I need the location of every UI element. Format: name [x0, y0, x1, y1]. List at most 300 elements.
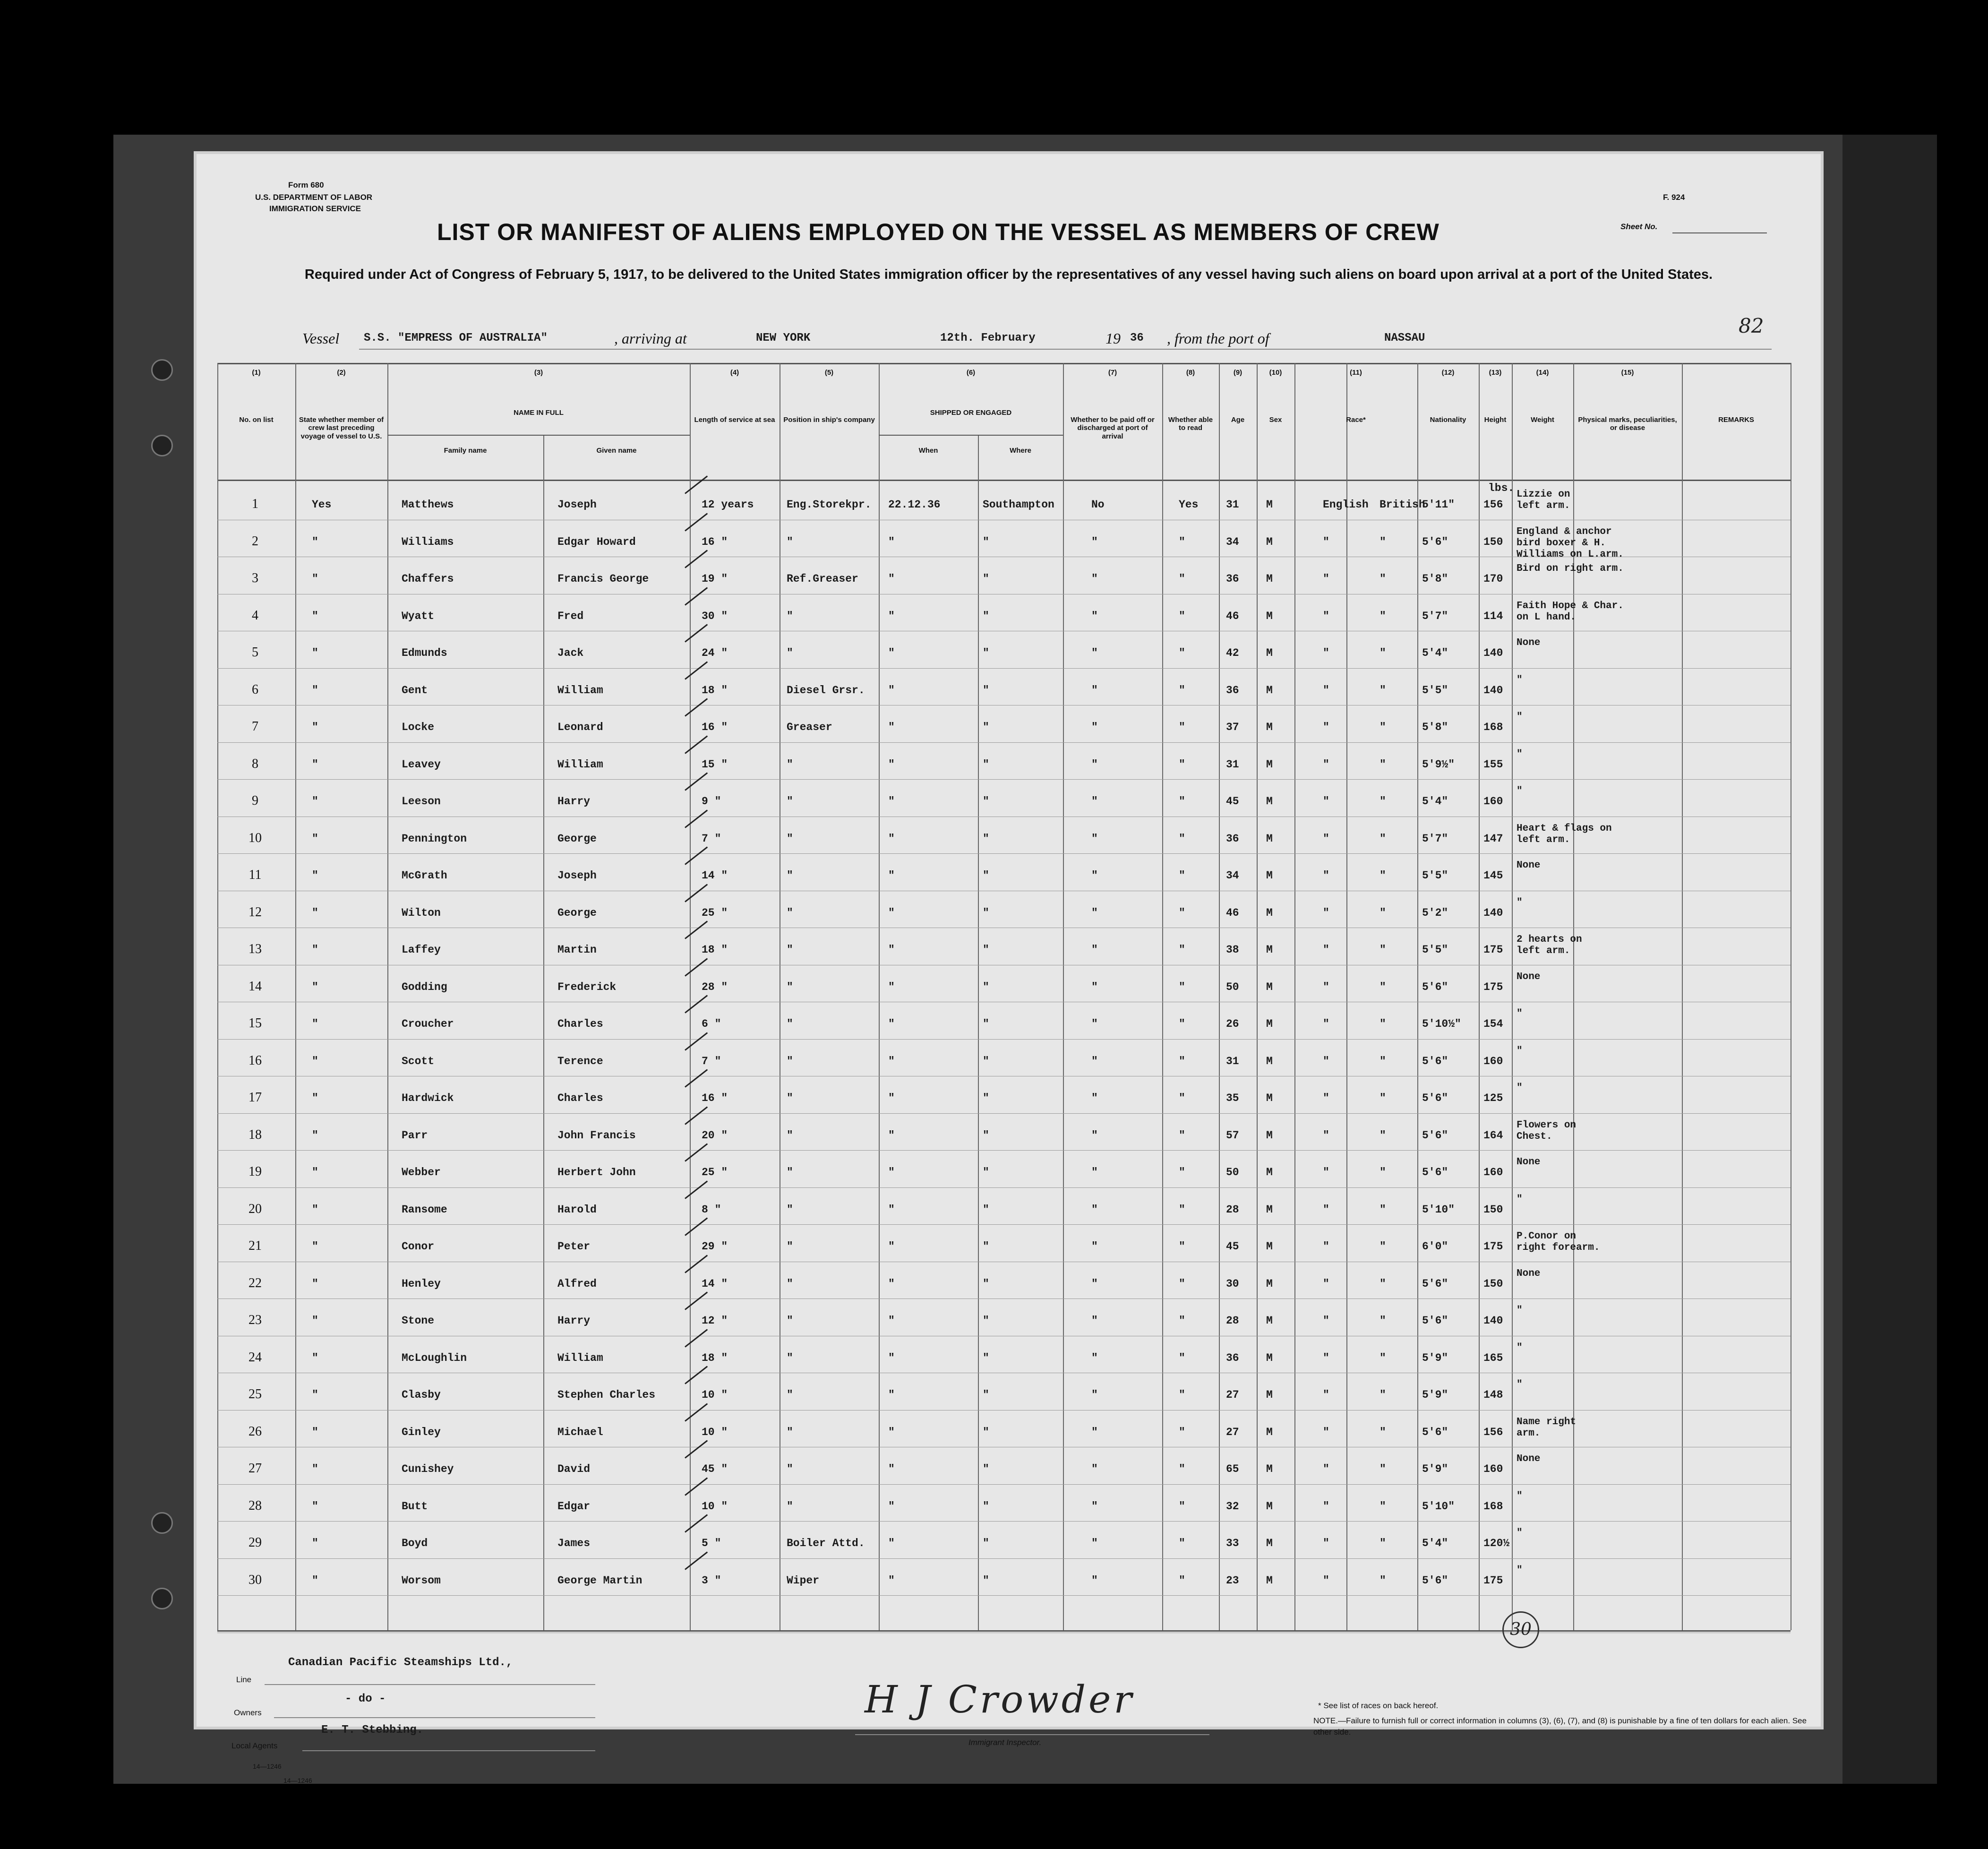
column-header: Age: [1231, 416, 1245, 424]
cell-paid: ": [1091, 1574, 1098, 1587]
cell-when: ": [888, 1574, 895, 1587]
cell-weight: 175: [1483, 980, 1503, 993]
cell-service: 45 ": [702, 1463, 728, 1475]
column-number: (4): [730, 369, 739, 377]
column-divider: [1219, 363, 1220, 1630]
column-divider: [1063, 363, 1064, 1630]
cell-race: ": [1323, 832, 1329, 845]
cell-position: ": [787, 795, 793, 808]
cell-age: 34: [1226, 869, 1239, 882]
cell-given: David: [557, 1463, 591, 1475]
cell-given: Alfred: [557, 1277, 597, 1290]
cell-when: ": [888, 1166, 895, 1178]
cell-paid: ": [1091, 795, 1098, 808]
cell-race: ": [1323, 1463, 1329, 1475]
cell-where: ": [983, 610, 989, 622]
cell-where: ": [983, 1277, 989, 1290]
cell-where: ": [983, 1463, 989, 1475]
cell-age: 46: [1226, 906, 1239, 919]
cell-service: 25 ": [702, 906, 728, 919]
cell-age: 32: [1226, 1500, 1239, 1513]
cell-marks: ": [1517, 786, 1523, 797]
cell-sex: M: [1266, 1203, 1273, 1216]
cell-weight: 160: [1483, 795, 1503, 808]
footnote: NOTE.—Failure to furnish full or correct information in columns (3), (6), (7), and (8) is punishable by a fine of ten dollars for each alien. See other side.: [1313, 1716, 1807, 1737]
cell-height: 5'6": [1422, 980, 1448, 993]
column-header: REMARKS: [1718, 416, 1754, 424]
cell-where: ": [983, 647, 989, 659]
cell-service: 5 ": [702, 1537, 721, 1549]
cell-nat: ": [1380, 1351, 1386, 1364]
row-number: 11: [248, 868, 262, 882]
cell-given: Charles: [557, 1092, 603, 1104]
cell-where: ": [983, 1129, 989, 1142]
cell-when: ": [888, 906, 895, 919]
cell-service: 30 ": [702, 610, 728, 622]
cell-height: 6'0": [1422, 1240, 1448, 1253]
cell-paid: ": [1091, 1537, 1098, 1549]
cell-paid: ": [1091, 758, 1098, 771]
cell-position: Ref.Greaser: [787, 573, 858, 585]
check-mark: [685, 624, 708, 642]
cell-read: ": [1179, 1129, 1185, 1142]
cell-sex: M: [1266, 535, 1273, 548]
cell-family: Stone: [402, 1315, 435, 1327]
check-mark: [685, 1143, 708, 1161]
column-header: Nationality: [1430, 416, 1466, 424]
cell-family: McGrath: [402, 869, 447, 882]
cell-sex: M: [1266, 758, 1273, 771]
cell-prev: ": [312, 1277, 318, 1290]
year-suffix: 36: [1130, 332, 1144, 344]
check-mark: [685, 1477, 708, 1496]
cell-weight: 156: [1483, 499, 1503, 511]
cell-marks: England & anchor bird boxer & H. Williams on L.arm.: [1517, 526, 1624, 560]
punch-hole: [151, 435, 173, 456]
cell-read: ": [1179, 980, 1185, 993]
cell-race: ": [1323, 1240, 1329, 1253]
cell-age: 28: [1226, 1315, 1239, 1327]
cell-age: 31: [1226, 1055, 1239, 1067]
column-divider: [978, 435, 979, 1630]
cell-when: ": [888, 832, 895, 845]
cell-when: ": [888, 1055, 895, 1067]
race-note: * See list of races on back hereof.: [1318, 1701, 1439, 1710]
cell-marks: ": [1517, 1490, 1523, 1502]
cell-weight: 160: [1483, 1463, 1503, 1475]
row-line: [217, 1187, 1791, 1188]
cell-race: ": [1323, 535, 1329, 548]
cell-marks: ": [1517, 674, 1523, 686]
cell-age: 37: [1226, 721, 1239, 733]
cell-family: Parr: [402, 1129, 428, 1142]
row-number: 16: [248, 1053, 262, 1068]
cell-height: 5'6": [1422, 535, 1448, 548]
f-number: F. 924: [1663, 193, 1685, 202]
cell-height: 5'4": [1422, 1537, 1448, 1549]
cell-marks: 2 hearts on left arm.: [1517, 934, 1582, 956]
arrival-date: 12th. February: [940, 332, 1036, 344]
cell-age: 28: [1226, 1203, 1239, 1216]
cell-weight: 155: [1483, 758, 1503, 771]
column-header: Weight: [1531, 416, 1554, 424]
cell-sex: M: [1266, 573, 1273, 585]
cell-weight: 175: [1483, 944, 1503, 956]
cell-marks: Heart & flags on left arm.: [1517, 823, 1612, 845]
cell-sex: M: [1266, 1315, 1273, 1327]
cell-service: 10 ": [702, 1500, 728, 1513]
cell-nat: ": [1380, 1203, 1386, 1216]
cell-paid: ": [1091, 980, 1098, 993]
check-mark: [685, 587, 708, 605]
cell-weight: 140: [1483, 647, 1503, 659]
cell-read: ": [1179, 1426, 1185, 1438]
cell-marks: ": [1517, 897, 1523, 908]
cell-read: ": [1179, 684, 1185, 697]
cell-family: Gent: [402, 684, 428, 697]
cell-nat: ": [1380, 573, 1386, 585]
row-number: 25: [248, 1387, 262, 1402]
check-mark: [685, 1329, 708, 1347]
cell-nat: ": [1380, 1055, 1386, 1067]
cell-nat: ": [1380, 906, 1386, 919]
cell-where: ": [983, 832, 989, 845]
cell-race: ": [1323, 1055, 1329, 1067]
cell-read: ": [1179, 906, 1185, 919]
cell-sex: M: [1266, 684, 1273, 697]
cell-race: ": [1323, 610, 1329, 622]
column-divider: [1417, 363, 1418, 1630]
row-line: [217, 1224, 1791, 1225]
cell-race: ": [1323, 980, 1329, 993]
column-header: Race*: [1346, 416, 1366, 424]
cell-prev: ": [312, 1315, 318, 1327]
cell-given: Harold: [557, 1203, 597, 1216]
cell-given: Harry: [557, 795, 591, 808]
cell-marks: Name right arm.: [1517, 1416, 1577, 1439]
manifest-sheet: [194, 151, 1824, 1784]
cell-service: 28 ": [702, 980, 728, 993]
cell-weight: 168: [1483, 1500, 1503, 1513]
cell-given: Jack: [557, 647, 584, 659]
cell-where: ": [983, 1351, 989, 1364]
column-number: (3): [534, 369, 543, 377]
cell-height: 5'7": [1422, 832, 1448, 845]
row-number: 4: [252, 608, 258, 623]
cell-service: 19 ": [702, 573, 728, 585]
cell-nat: ": [1380, 1463, 1386, 1475]
cell-paid: ": [1091, 1018, 1098, 1030]
cell-sex: M: [1266, 1463, 1273, 1475]
cell-marks: Lizzie on left arm.: [1517, 489, 1570, 511]
cell-position: ": [787, 1277, 793, 1290]
cell-height: 5'4": [1422, 795, 1448, 808]
row-line: [217, 853, 1791, 854]
column-number: (12): [1441, 369, 1455, 377]
cell-age: 45: [1226, 795, 1239, 808]
table-header-border: [217, 480, 1791, 481]
cell-service: 10 ": [702, 1426, 728, 1438]
cell-nat: ": [1380, 832, 1386, 845]
cell-race: ": [1323, 1166, 1329, 1178]
cell-age: 36: [1226, 684, 1239, 697]
check-mark: [685, 661, 708, 679]
cell-family: Locke: [402, 721, 435, 733]
cell-family: Wilton: [402, 906, 441, 919]
total-circled: 30: [1502, 1611, 1539, 1648]
cell-prev: ": [312, 944, 318, 956]
cell-given: Joseph: [557, 499, 597, 511]
cell-read: ": [1179, 610, 1185, 622]
cell-race: ": [1323, 1426, 1329, 1438]
cell-height: 5'6": [1422, 1092, 1448, 1104]
cell-height: 5'2": [1422, 906, 1448, 919]
cell-given: Fred: [557, 610, 584, 622]
cell-paid: ": [1091, 944, 1098, 956]
cell-paid: ": [1091, 647, 1098, 659]
cell-age: 46: [1226, 610, 1239, 622]
check-mark: [685, 1440, 708, 1458]
cell-when: ": [888, 1463, 895, 1475]
cell-prev: ": [312, 721, 318, 733]
cell-weight: 160: [1483, 1055, 1503, 1067]
cell-where: ": [983, 1426, 989, 1438]
cell-position: ": [787, 1351, 793, 1364]
cell-height: 5'8": [1422, 573, 1448, 585]
cell-read: ": [1179, 1500, 1185, 1513]
cell-weight: 175: [1483, 1574, 1503, 1587]
cell-paid: ": [1091, 1203, 1098, 1216]
arriving-port: NEW YORK: [756, 332, 811, 344]
cell-position: Wiper: [787, 1574, 820, 1587]
cell-prev: ": [312, 980, 318, 993]
cell-weight: 125: [1483, 1092, 1503, 1104]
cell-position: Eng.Storekpr.: [787, 499, 872, 511]
cell-paid: ": [1091, 721, 1098, 733]
row-number: 10: [248, 830, 262, 845]
check-mark: [685, 1180, 708, 1199]
column-subheader: Family name: [444, 447, 487, 455]
check-mark: [685, 884, 708, 902]
row-number: 23: [248, 1313, 262, 1327]
row-number: 27: [248, 1461, 262, 1476]
cell-paid: ": [1091, 684, 1098, 697]
column-number: (10): [1269, 369, 1282, 377]
cell-given: Stephen Charles: [557, 1389, 656, 1401]
cell-paid: ": [1091, 610, 1098, 622]
cell-paid: ": [1091, 1463, 1098, 1475]
check-mark: [685, 550, 708, 568]
cell-marks: ": [1517, 1379, 1523, 1390]
cell-family: Webber: [402, 1166, 441, 1178]
cell-sex: M: [1266, 1426, 1273, 1438]
cell-read: ": [1179, 758, 1185, 771]
cell-weight: 154: [1483, 1018, 1503, 1030]
cell-marks: ": [1517, 1528, 1523, 1539]
cell-family: McLoughlin: [402, 1351, 467, 1364]
cell-age: 23: [1226, 1574, 1239, 1587]
cell-where: ": [983, 1166, 989, 1178]
cell-family: Godding: [402, 980, 447, 993]
cell-given: William: [557, 1351, 603, 1364]
cell-paid: ": [1091, 1092, 1098, 1104]
cell-marks: ": [1517, 712, 1523, 722]
cell-position: Diesel Grsr.: [787, 684, 865, 697]
inspector-signature: H J Crowder: [865, 1677, 1135, 1721]
cell-given: William: [557, 758, 603, 771]
column-subheader: Given name: [596, 447, 637, 455]
cell-prev: ": [312, 1129, 318, 1142]
cell-age: 45: [1226, 1240, 1239, 1253]
cell-read: ": [1179, 721, 1185, 733]
line-underline: [265, 1684, 595, 1685]
cell-where: ": [983, 1055, 989, 1067]
cell-age: 33: [1226, 1537, 1239, 1549]
cell-nat: ": [1380, 1166, 1386, 1178]
cell-given: Harry: [557, 1315, 591, 1327]
cell-service: 25 ": [702, 1166, 728, 1178]
cell-nat: ": [1380, 1537, 1386, 1549]
cell-prev: ": [312, 1500, 318, 1513]
cell-when: ": [888, 1018, 895, 1030]
cell-position: ": [787, 1463, 793, 1475]
column-header: Physical marks, peculiarities, or disease: [1578, 416, 1677, 432]
cell-marks: ": [1517, 1565, 1523, 1576]
check-mark: [685, 1069, 708, 1087]
subheader-rule: [387, 435, 690, 436]
cell-prev: ": [312, 1537, 318, 1549]
cell-family: Leeson: [402, 795, 441, 808]
cell-nat: ": [1380, 610, 1386, 622]
cell-race: ": [1323, 1092, 1329, 1104]
table-top-border: [217, 363, 1791, 364]
cell-position: ": [787, 1092, 793, 1104]
check-mark: [685, 1106, 708, 1125]
cell-service: 9 ": [702, 795, 721, 808]
row-number: 2: [252, 533, 258, 549]
cell-sex: M: [1266, 499, 1273, 511]
cell-height: 5'10½": [1422, 1018, 1461, 1030]
cell-sex: M: [1266, 1055, 1273, 1067]
cell-service: 12 ": [702, 1315, 728, 1327]
cell-height: 5'9½": [1422, 758, 1455, 771]
column-number: (5): [824, 369, 834, 377]
row-number: 28: [248, 1498, 262, 1513]
cell-paid: ": [1091, 1240, 1098, 1253]
cell-sex: M: [1266, 1537, 1273, 1549]
column-subheader: When: [918, 447, 938, 455]
cell-paid: ": [1091, 869, 1098, 882]
cell-when: ": [888, 869, 895, 882]
cell-paid: No: [1091, 499, 1105, 511]
cell-height: 5'6": [1422, 1166, 1448, 1178]
cell-family: Edmunds: [402, 647, 447, 659]
column-number: (9): [1233, 369, 1242, 377]
cell-marks: ": [1517, 1083, 1523, 1093]
cell-sex: M: [1266, 1129, 1273, 1142]
column-header: Whether able to read: [1168, 416, 1213, 432]
column-number: (7): [1108, 369, 1117, 377]
cell-paid: ": [1091, 535, 1098, 548]
cell-read: ": [1179, 1055, 1185, 1067]
cell-race: ": [1323, 1018, 1329, 1030]
cell-sex: M: [1266, 832, 1273, 845]
page-mark: 82: [1739, 314, 1764, 337]
owners-value: - do -: [345, 1693, 386, 1705]
cell-read: ": [1179, 795, 1185, 808]
row-line: [217, 1150, 1791, 1151]
cell-read: ": [1179, 1315, 1185, 1327]
cell-given: Terence: [557, 1055, 603, 1067]
cell-marks: Bird on right arm.: [1517, 563, 1624, 574]
arriving-label: , arriving at: [614, 330, 687, 347]
cell-paid: ": [1091, 1166, 1098, 1178]
cell-marks: Faith Hope & Char. on L hand.: [1517, 600, 1624, 623]
cell-family: Cunishey: [402, 1463, 454, 1475]
cell-read: ": [1179, 1351, 1185, 1364]
cell-weight: 120½: [1483, 1537, 1510, 1549]
column-number: (8): [1186, 369, 1195, 377]
cell-where: ": [983, 869, 989, 882]
column-divider: [1162, 363, 1163, 1630]
from-port: NASSAU: [1384, 332, 1425, 344]
agents-label: Local Agents: [231, 1741, 278, 1750]
cell-when: ": [888, 758, 895, 771]
page-subtitle: Required under Act of Congress of February 5, 1917, to be delivered to the United States immigration officer by the representatives of any vessel having such aliens on board upon arrival at a port of the United States.: [304, 267, 1713, 282]
check-mark: [685, 1366, 708, 1384]
cell-paid: ": [1091, 1055, 1098, 1067]
row-number: 26: [248, 1424, 262, 1439]
cell-height: 5'9": [1422, 1463, 1448, 1475]
inspector-label: Immigrant Inspector.: [968, 1738, 1042, 1747]
cell-race: ": [1323, 1277, 1329, 1290]
cell-given: George: [557, 832, 597, 845]
cell-family: Ransome: [402, 1203, 447, 1216]
cell-height: 5'11": [1422, 499, 1455, 511]
cell-read: ": [1179, 647, 1185, 659]
cell-prev: ": [312, 1389, 318, 1401]
owners-underline: [274, 1717, 595, 1718]
cell-read: ": [1179, 832, 1185, 845]
cell-prev: ": [312, 1463, 318, 1475]
cell-nat: ": [1380, 684, 1386, 697]
cell-weight: 150: [1483, 1277, 1503, 1290]
cell-given: Peter: [557, 1240, 591, 1253]
cell-read: ": [1179, 573, 1185, 585]
column-header: State whether member of crew last preceding voyage of vessel to U.S.: [299, 416, 384, 440]
cell-position: ": [787, 1500, 793, 1513]
cell-service: 7 ": [702, 1055, 721, 1067]
cell-service: 6 ": [702, 1018, 721, 1030]
check-mark: [685, 1514, 708, 1532]
cell-position: Boiler Attd.: [787, 1537, 865, 1549]
cell-position: ": [787, 535, 793, 548]
binder-edge: [1842, 135, 1937, 1784]
cell-where: ": [983, 1389, 989, 1401]
cell-family: Williams: [402, 535, 454, 548]
column-number: (13): [1489, 369, 1502, 377]
cell-age: 35: [1226, 1092, 1239, 1104]
row-number: 1: [252, 497, 258, 511]
cell-sex: M: [1266, 980, 1273, 993]
cell-given: Herbert John: [557, 1166, 636, 1178]
column-divider: [217, 363, 218, 1630]
check-mark: [685, 513, 708, 531]
cell-service: 20 ": [702, 1129, 728, 1142]
cell-sex: M: [1266, 1018, 1273, 1030]
cell-position: ": [787, 1426, 793, 1438]
cell-paid: ": [1091, 1277, 1098, 1290]
